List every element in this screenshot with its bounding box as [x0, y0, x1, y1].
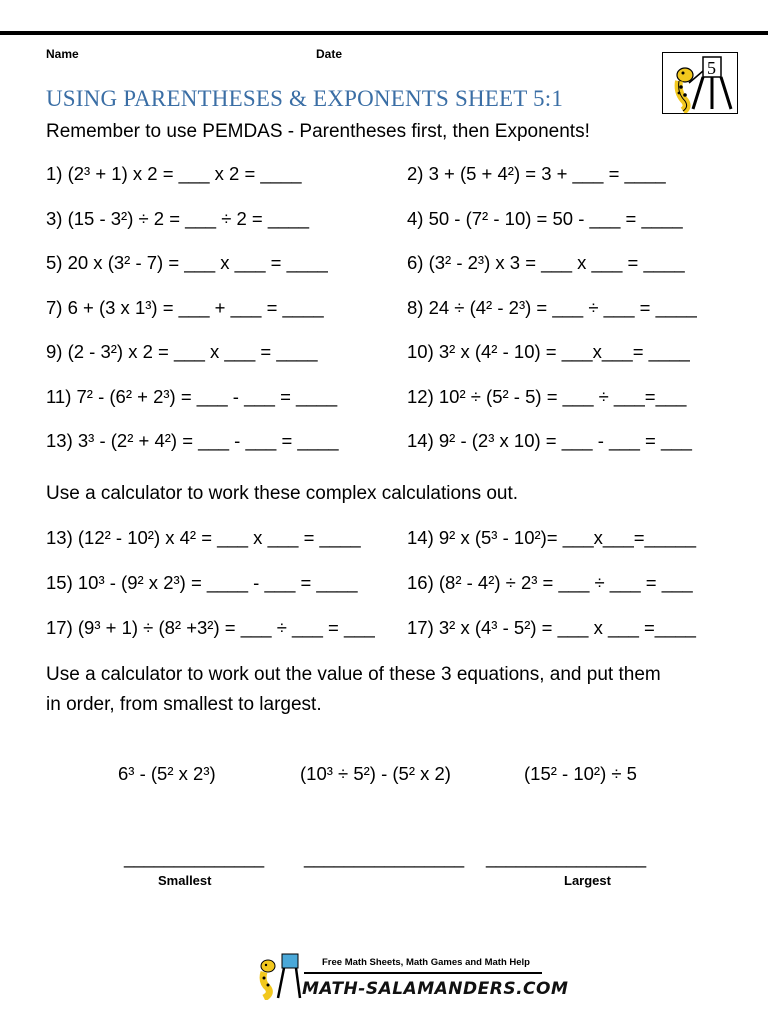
problem-left: 1) (2³ + 1) x 2 = ___ x 2 = ____ — [46, 163, 302, 184]
problem-right: 16) (8² - 4²) ÷ 2³ = ___ ÷ ___ = ___ — [407, 572, 693, 593]
largest-label: Largest — [564, 873, 611, 888]
problem-left: 7) 6 + (3 x 1³) = ___ + ___ = ____ — [46, 296, 324, 318]
problem-right: 10) 3² x (4² - 10) = ___x___= ____ — [407, 341, 690, 362]
problem-right: 17) 3² x (4³ - 5²) = ___ x ___ =____ — [407, 617, 696, 638]
page-title: USING PARENTHESES & EXPONENTS SHEET 5:1 — [46, 86, 564, 111]
footer-logo — [252, 952, 302, 1000]
problem-right: 4) 50 - (7² - 10) = 50 - ___ = ____ — [407, 207, 683, 229]
order-instruction-line1: Use a calculator to work out the value of these 3 equations, and put them — [46, 664, 661, 685]
problem-right: 8) 24 ÷ (4² - 2³) = ___ ÷ ___ = ____ — [407, 296, 697, 318]
problem-left: 5) 20 x (3² - 7) = ___ x ___ = ____ — [46, 252, 328, 273]
date-label: Date — [316, 47, 343, 61]
problem-right: 6) (3² - 2³) x 3 = ___ x ___ = ____ — [407, 252, 685, 273]
answer-blank-largest[interactable]: ________________ — [486, 848, 647, 868]
intro-text: Remember to use PEMDAS - Parentheses first, then Exponents! — [46, 121, 590, 142]
problem-left: 13) (12² - 10²) x 4² = ___ x ___ = ____ — [46, 527, 361, 548]
ordering-equation: (15² - 10²) ÷ 5 — [524, 763, 637, 784]
ordering-equation: (10³ ÷ 5²) - (5² x 2) — [300, 763, 451, 784]
problem-left: 15) 10³ - (9² x 2³) = ____ - ___ = ____ — [46, 572, 358, 593]
ordering-equation: 6³ - (5² x 2³) — [118, 763, 216, 784]
smallest-label: Smallest — [158, 873, 212, 888]
problem-left: 11) 7² - (6² + 2³) = ___ - ___ = ____ — [46, 385, 338, 407]
logo-number: 5 — [707, 58, 716, 78]
problem-left: 3) (15 - 3²) ÷ 2 = ___ ÷ 2 = ____ — [46, 207, 310, 229]
footer-site-link[interactable]: MATH-SALAMANDERS.COM — [302, 979, 569, 999]
order-instruction-line2: in order, from smallest to largest. — [46, 694, 322, 715]
answer-blank-middle[interactable]: ________________ — [304, 848, 465, 868]
footer-tagline: Free Math Sheets, Math Games and Math Help — [322, 957, 530, 968]
calculator-instruction: Use a calculator to work these complex calculations out. — [46, 483, 519, 504]
problem-left: 17) (9³ + 1) ÷ (8² +3²) = ___ ÷ ___ = ___ — [46, 617, 375, 638]
problem-right: 12) 10² ÷ (5² - 5) = ___ ÷ ___=___ — [407, 385, 687, 407]
problem-right: 14) 9² x (5³ - 10²)= ___x___=_____ — [407, 527, 696, 548]
salamander-icon — [252, 952, 302, 1000]
name-label: Name — [46, 47, 79, 61]
logo — [662, 52, 738, 114]
answer-blank-smallest[interactable]: ______________ — [124, 848, 265, 868]
salamander-easel-icon — [663, 53, 737, 113]
footer-rule — [304, 972, 542, 974]
problem-left: 13) 3³ - (2² + 4²) = ___ - ___ = ____ — [46, 430, 339, 451]
problem-right: 2) 3 + (5 + 4²) = 3 + ___ = ____ — [407, 163, 666, 184]
problem-right: 14) 9² - (2³ x 10) = ___ - ___ = ___ — [407, 430, 692, 451]
problem-left: 9) (2 - 3²) x 2 = ___ x ___ = ____ — [46, 341, 318, 362]
top-rule — [0, 31, 768, 35]
